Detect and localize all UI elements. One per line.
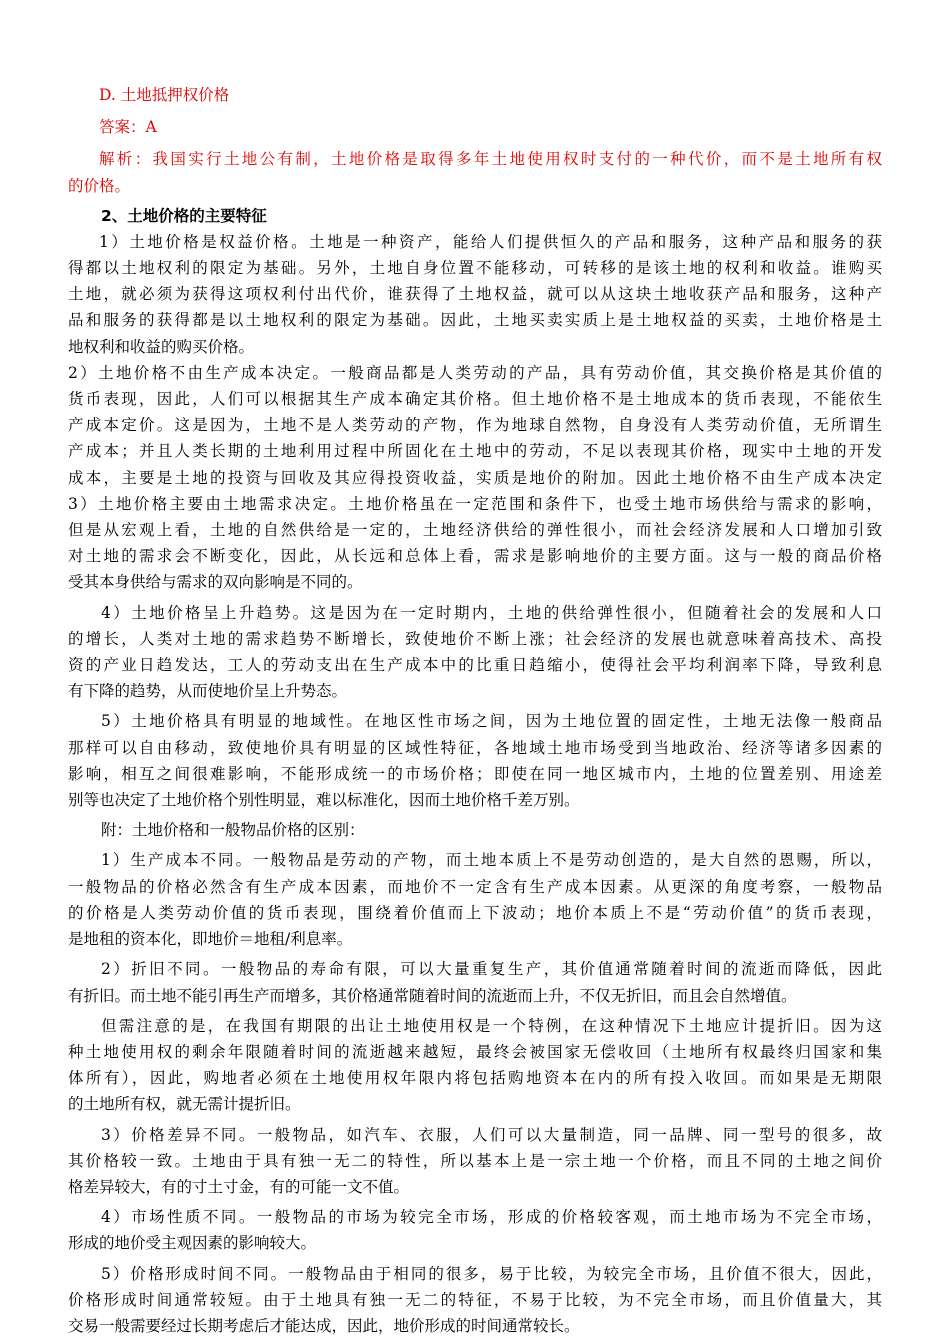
- analysis-line-1: 解析：我国实行土地公有制，土地价格是取得多年土地使用权时支付的一种代价，而不是土地所有权: [99, 150, 882, 169]
- appendix-item-2: [68, 956, 882, 1008]
- appendix-item-4: [68, 1204, 882, 1256]
- text-line: 有下降的趋势，从而使地价呈上升势态。: [68, 682, 348, 701]
- text-line: 是地租的资本化，即地价＝地租/利息率。: [68, 930, 353, 949]
- text-line: 4）土地价格呈上升趋势。这是因为在一定时期内，土地的供给弹性很小，但随着社会的发展和人口: [101, 603, 882, 622]
- answer: 答案：A: [99, 118, 157, 137]
- text-line: 那样可以自由移动，致使地价具有明显的区域性特征，各地域土地市场受到当地政治、经济等诸多因素的: [68, 738, 882, 757]
- text-line: 的增长，人类对土地的需求趋势不断增长，致使地价不断上涨；社会经济的发展也就意味着高技术、高投: [68, 629, 882, 648]
- appendix-heading: 附：土地价格和一般物品价格的区别：: [101, 821, 365, 840]
- text-line: 影响，相互之间很难影响，不能形成统一的市场价格；即使在同一地区城市内，土地的位置差别、用途差: [68, 764, 882, 783]
- text-line: 3）土地价格主要由土地需求决定。土地价格虽在一定范围和条件下，也受土地市场供给与需求的影响，: [68, 494, 882, 513]
- text-line: 得都以土地权利的限定为基础。另外，土地自身位置不能移动，可转移的是该土地的权利和收益。谁购买: [68, 259, 882, 278]
- text-line: 1）土地价格是权益价格。土地是一种资产，能给人们提供恒久的产品和服务，这种产品和服务的获: [99, 232, 882, 251]
- text-line: 3）价格差异不同。一般物品，如汽车、衣服，人们可以大量制造，同一品牌、同一型号的很多，故: [101, 1125, 882, 1144]
- text-line: 但是从宏观上看，土地的自然供给是一定的，土地经济供给的弹性很小，而社会经济发展和人口增加引致: [68, 521, 882, 540]
- appendix-item-3: [68, 1122, 882, 1201]
- analysis-line-2: 的价格。: [68, 176, 131, 195]
- paragraph-2: [68, 360, 882, 491]
- text-line: 成本，主要是土地的投资与回收及其应得投资收益，实质是地价的附加。因此土地价格不由生产成本决定: [68, 468, 882, 487]
- text-line: 格差异较大，有的寸土寸金，有的可能一文不值。: [68, 1177, 410, 1196]
- text-line: 2）土地价格不由生产成本决定。一般商品都是人类劳动的产品，具有劳动价值，其交换价格是其价值的: [68, 363, 882, 382]
- text-line: 交易一般需要经过长期考虑后才能达成，因此，地价形成的时间通常较长。: [68, 1316, 580, 1335]
- text-line: 的价格是人类劳动价值的货币表现，围绕着价值而上下波动；地价本质上不是“劳动价值”的货币表现，: [68, 903, 882, 922]
- text-line: 4）市场性质不同。一般物品的市场为较完全市场，形成的价格较客观，而土地市场为不完全市场，: [101, 1208, 882, 1227]
- text-line: 一般物品的价格必然含有生产成本因素，而地价不一定含有生产成本因素。从更深的角度考察，一般物品: [68, 877, 882, 896]
- appendix-item-1: [68, 847, 882, 952]
- text-line: 货币表现，因此，人们可以根据其生产成本确定其价格。但土地价格不是土地成本的货币表现，不能依生: [68, 390, 882, 409]
- text-line: 资的产业日趋发达，工人的劳动支出在生产成本中的比重日趋缩小，使得社会平均利润率下降，导致利息: [68, 656, 882, 675]
- text-line: 5）土地价格具有明显的地域性。在地区性市场之间，因为土地位置的固定性，土地无法像一般商品: [101, 712, 882, 731]
- text-line: 其价格较一致。土地由于具有独一无二的特性，所以基本上是一宗土地一个价格，而且不同的土地之间价: [68, 1151, 882, 1170]
- text-line: 地权利和收益的购买价格。: [68, 337, 255, 356]
- paragraph-3: [68, 491, 882, 596]
- text-line: 产成本；并且人类长期的土地利用过程中所固化在土地中的劳动，不足以表现其价格，现实中土地的开发: [68, 442, 882, 461]
- text-line: 形成的地价受主观因素的影响较大。: [68, 1234, 317, 1253]
- text-line: 5）价格形成时间不同。一般物品由于相同的很多，易于比较，为较完全市场，且价值不很大，因此，: [101, 1264, 882, 1283]
- appendix-item-5: [68, 1261, 882, 1340]
- text-line: 种土地使用权的剩余年限随着时间的流逝越来越短，最终会被国家无偿收回（土地所有权最终归国家和集: [68, 1042, 882, 1061]
- text-line: 土地，就必须为获得这项权利付出代价，谁获得了土地权益，就可以从这块土地收获产品和服务，这种产: [68, 285, 882, 304]
- paragraph-5: [68, 708, 882, 813]
- text-line: 体所有），因此，购地者必须在土地使用权年限内将包括购地资本在内的所有投入收回。而如果是无期限: [68, 1069, 882, 1088]
- text-line: 的土地所有权，就无需计提折旧。: [68, 1095, 301, 1114]
- paragraph-1: [68, 229, 882, 360]
- text-line: 2）折旧不同。一般物品的寿命有限，可以大量重复生产，其价值通常随着时间的流逝而降低，因此: [101, 960, 882, 979]
- paragraph-4: [68, 600, 882, 705]
- text-line: 别等也决定了土地价格个别性明显，难以标准化，因而土地价格千差万别。: [68, 791, 580, 810]
- text-line: 受其本身供给与需求的双向影响是不同的。: [68, 573, 363, 592]
- text-line: 产成本定价。这是因为，土地不是人类劳动的产物，作为地球自然物，自身没有人类劳动价值，无所谓生: [68, 416, 882, 435]
- option-d: D. 土地抵押权价格: [99, 86, 230, 104]
- document-page: [68, 80, 882, 1339]
- text-line: 有折旧。而土地不能引再生产而增多，其价格通常随着时间的流逝而上升，不仅无折旧，而且会自然增值。: [68, 986, 797, 1005]
- text-line: 对土地的需求会不断变化，因此，从长远和总体上看，需求是影响地价的主要方面。这与一般的商品价格: [68, 547, 882, 566]
- text-line: 价格形成时间通常较短。由于土地具有独一无二的特征，不易于比较，为不完全市场，而且价值量大，其: [68, 1290, 882, 1309]
- text-line: 1）生产成本不同。一般物品是劳动的产物，而土地本质上不是劳动创造的，是大自然的恩赐，所以，: [101, 851, 882, 870]
- text-line: 但需注意的是，在我国有期限的出让土地使用权是一个特例，在这种情况下土地应计提折旧。因为这: [101, 1016, 882, 1035]
- appendix-item-2-note: [68, 1013, 882, 1118]
- section-title: 2、土地价格的主要特征: [101, 206, 267, 225]
- text-line: 品和服务的获得都是以土地权利的限定为基础。因此，土地买卖实质上是土地权益的买卖，土地价格是土: [68, 311, 882, 330]
